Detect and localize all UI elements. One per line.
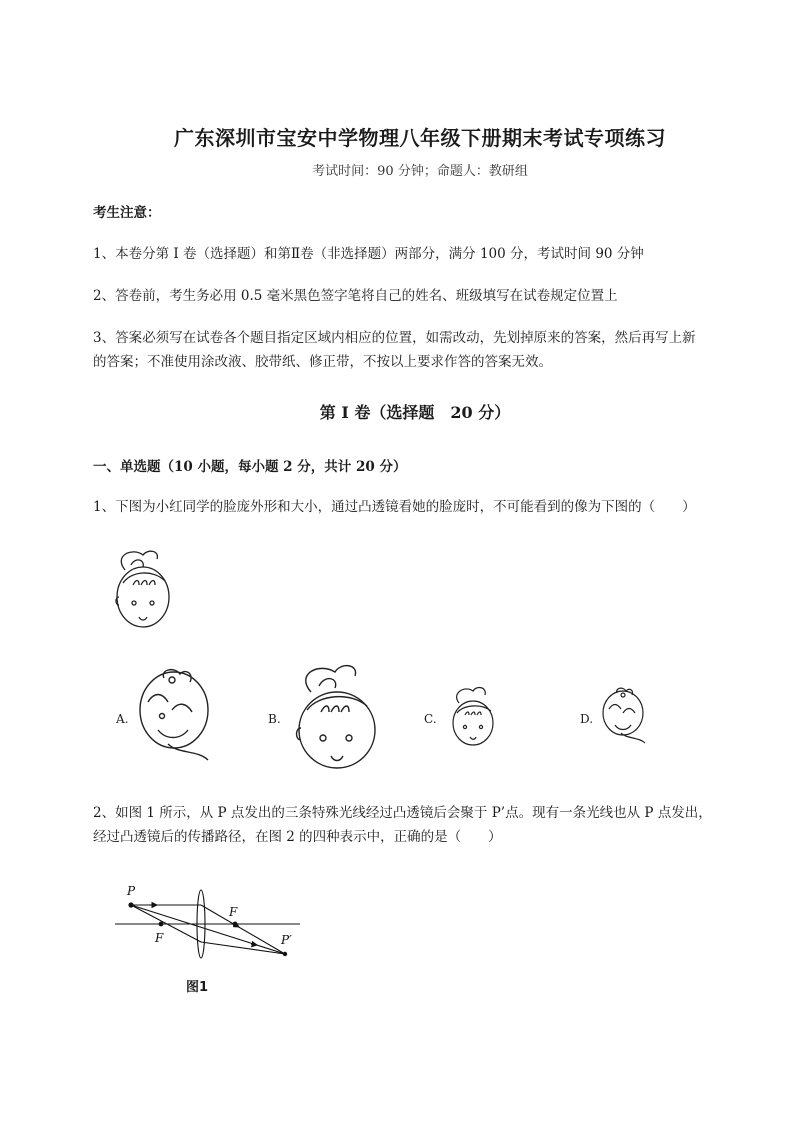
option-b-face-image — [285, 660, 395, 775]
option-a-label: A. — [116, 712, 129, 726]
reference-face-image — [105, 545, 185, 635]
notice-heading: 考生注意： — [93, 205, 161, 221]
image-point-label: P′ — [281, 933, 292, 947]
ray-through-center — [131, 905, 285, 954]
option-a-face-image — [128, 660, 228, 770]
exam-info: 考试时间：90 分钟；命题人：教研组 — [312, 164, 528, 179]
notice-item-2: 2、答卷前，考生务必用 0.5 毫米黑色签字笔将自己的姓名、班级填写在试卷规定位置上 — [93, 288, 618, 304]
focus-label-left: F — [155, 931, 164, 945]
notice-item-1: 1、本卷分第 I 卷（选择题）和第Ⅱ卷（非选择题）两部分，满分 100 分，考试时间 90 分钟 — [93, 246, 644, 262]
question-1-text: 1、下图为小红同学的脸庞外形和大小，通过凸透镜看她的脸庞时，不可能看到的像为下图的（ ） — [93, 499, 696, 515]
figure-1-caption: 图1 — [186, 980, 209, 995]
option-c-label: C. — [424, 712, 437, 726]
option-d-face-image — [597, 685, 657, 750]
notice-item-3: 3、答案必须写在试卷各个题目指定区域内相应的位置，如需改动，先划掉原来的答案，然后再写上新 — [93, 330, 696, 346]
option-c-face-image — [445, 685, 505, 755]
option-d-label: D. — [580, 712, 594, 726]
option-b-label: B. — [268, 712, 281, 726]
lens-ray-diagram — [115, 880, 315, 995]
question-2-line-2: 经过凸透镜后的传播路径，在图 2 的四种表示中，正确的是（ ） — [93, 829, 502, 845]
section-title: 第 I 卷（选择题 20 分） — [319, 403, 511, 422]
part-heading: 一、单选题（10 小题，每小题 2 分，共计 20 分） — [93, 459, 407, 475]
point-p-label: P — [127, 884, 136, 898]
question-2-line-1: 2、如图 1 所示，从 P 点发出的三条特殊光线经过凸透镜后会聚于 P’点。现有一条光线也从 P 点发出， — [93, 805, 712, 821]
page-title: 广东深圳市宝安中学物理八年级下册期末考试专项练习 — [174, 126, 666, 150]
notice-item-3-cont: 的答案；不准使用涂改液、胶带纸、修正带，不按以上要求作答的答案无效。 — [93, 354, 552, 370]
focus-label-right: F — [229, 905, 238, 919]
